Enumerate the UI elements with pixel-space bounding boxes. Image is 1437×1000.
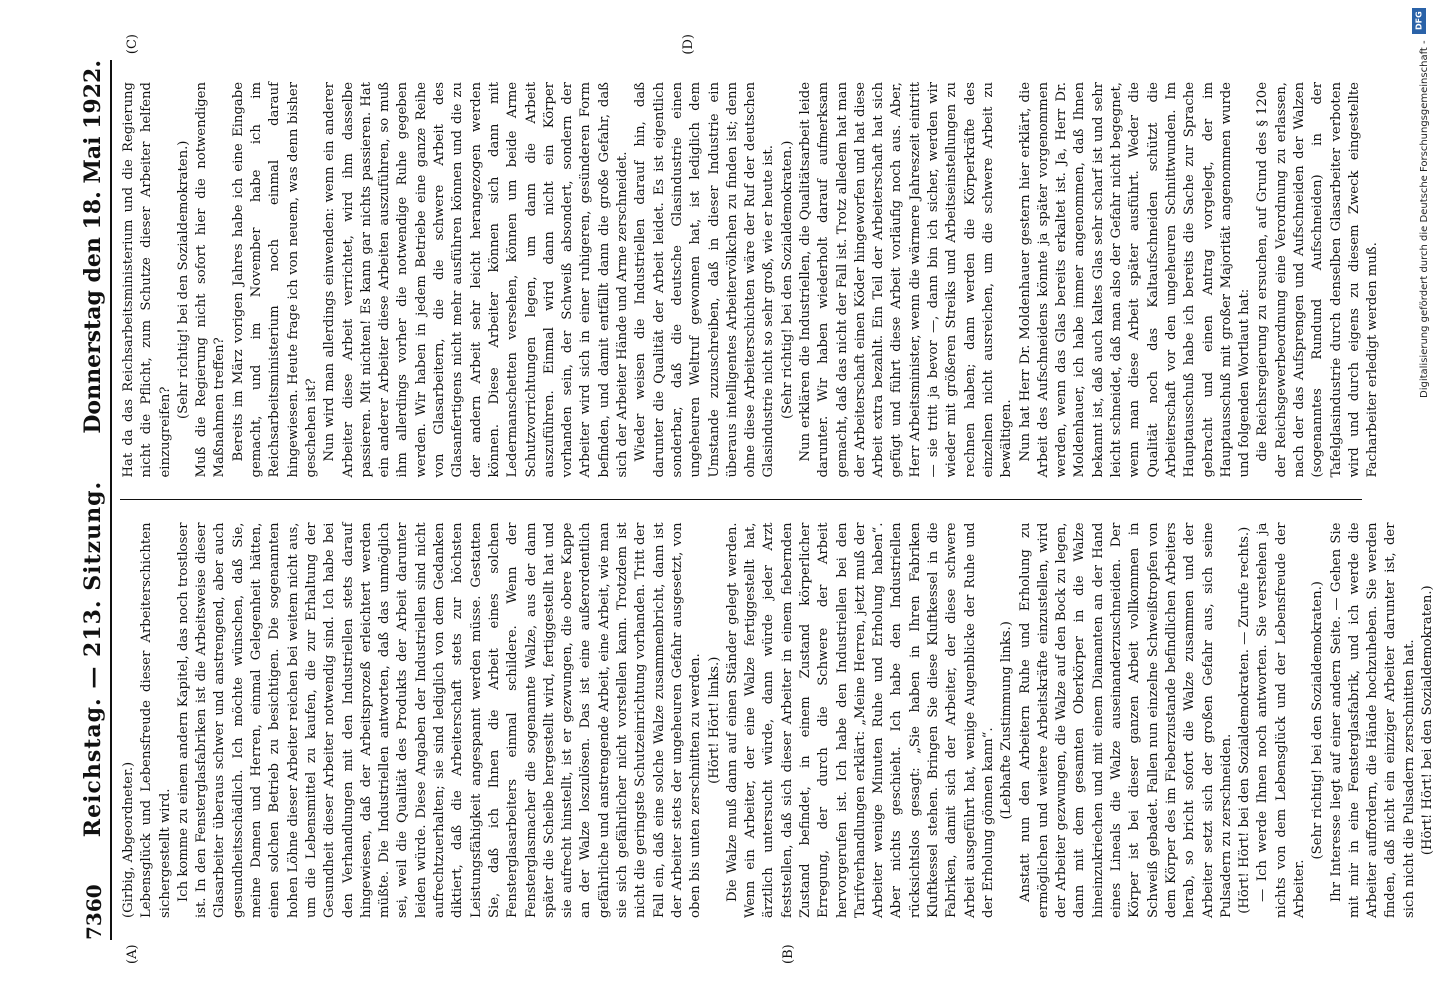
right-paragraph: Nun erklären die Industriellen, die Qualitätsarbeit leide darunter. Wir haben wiederholt darauf aufmerksam gemacht, daß das nicht der Fall ist. Trotz alledem hat man der Arbeiterschaft einen Köder hingeworfen und hat diese Arbeit extra bezahlt. Ein Teil der Arbeiterschaft hat sich gefügt und führt diese Arbeit vorläufig noch aus. Aber, Herr Arbeitsminister, wenn die wärmere Jahreszeit eintritt — sie tritt ja bevor —, dann bin ich sicher, werden wir wieder mit größeren Streiks und Arbeitseinstellungen zu rechnen haben; dann werden die Körperkräfte des einzelnen nicht ausreichen, um die schwere Arbeit zu bewältigen.	[797, 82, 1015, 478]
margin-mark-a: (A)	[125, 944, 140, 964]
page-header	[76, 60, 112, 940]
left-paragraph: Die Walze muß dann auf einen Ständer gelegt werden. Wenn ein Arbeiter, der eine Walze fertiggestellt hat, ärztlich untersucht würde, dann würde jeder Arzt feststellen, daß sich dieser Arbeiter in einem fiebernden Zustand befindet, in einem Zustand körperlicher Erregung, der durch die Schwere der Arbeit hervorgerufen ist. Ich habe den Industriellen bei den Tarifverhandlungen erklärt: „Meine Herren, jetzt muß der Arbeiter wenige Minuten Ruhe und Erholung haben“. Aber nichts geschieht. Ich habe den Industriellen rücksichtslos gesagt: „Sie haben in Ihren Fabriken Kluftkessel stehen. Bringen Sie diese Kluftkessel in die Fabriken, damit sich der Arbeiter, der diese schwere Arbeit ausgeführt hat, wenige Augenblicke der Ruhe und der Erholung gönnen kann“.	[724, 522, 996, 918]
left-paragraph: (Hört! Hört! links.)	[706, 656, 722, 784]
left-paragraph: (Girbig, Abgeordneter.)	[121, 761, 136, 918]
right-paragraph: Bereits im März vorigen Jahres habe ich eine Eingabe gemacht, und im November habe ich im Reichsarbeitsministerium noch einmal darauf hingewiesen. Heute frage ich von neuem, was denn bisher geschehen ist?	[230, 82, 319, 478]
digitization-sidebar	[1404, 0, 1434, 1000]
page-number: 7360	[82, 884, 106, 940]
right-paragraph: (Sehr richtig! bei den Sozialdemokraten.)	[779, 140, 795, 419]
left-paragraph: (Lebhafte Zustimmung links.)	[999, 621, 1015, 820]
digitization-note: Digitalisierung gefördert durch die Deutsche Forschungsgemeinschaft -	[1419, 40, 1430, 398]
left-paragraph: Lebensglück und Lebensfreude dieser Arbeiterschichten sichergestellt wird.	[139, 522, 173, 918]
right-paragraph: Hat da das Reichsarbeitsministerium und die Regierung nicht die Pflicht, zum Schutze dieser Arbeiter helfend einzugreifen?	[121, 82, 173, 478]
right-paragraph: Muß die Regierung nicht sofort hier die notwendigen Maßnahmen treffen?	[194, 82, 228, 478]
margin-mark-b: (B)	[781, 944, 796, 964]
left-paragraph: Ihr Interesse liegt auf einer andern Seite. — Gehen Sie mit mir in eine Fensterglasfabrik, und ich werde die Arbeiter auffordern, die Hände hochzuheben. Sie werden finden, daß nicht ein einziger Arbeiter darunter ist, der sich nicht die Pulsadern zerschnitten hat.	[1328, 522, 1417, 918]
margin-mark-d: (D)	[681, 34, 696, 55]
right-paragraph: (Sehr richtig! bei den Sozialdemokraten.)	[175, 140, 191, 419]
session-date: Donnerstag den 18. Mai 1922.	[80, 60, 106, 434]
right-paragraph: Nun hat Herr Dr. Moldenhauer gestern hier erklärt, die Arbeit des Aufschneidens könnte ja später vorgenommen werden, wenn das Glas bereits erkaltet ist. Ja, Herr Dr. Moldenhauer, ich habe immer angenommen, daß Ihnen bekannt ist, daß auch kaltes Glas sehr scharf ist und sehr leicht schneidet, daß man also der Gefahr nicht begegnet, wenn man diese Arbeit später ausführt. Weder die Qualität noch das Kaltaufschneiden schützt die Arbeiterschaft vor den ungeheuren Schnittwunden. Im Hauptausschuß habe ich bereits die Sache zur Sprache gebracht und einen Antrag vorgelegt, der im Hauptausschuß mit großer Majorität angenommen wurde und folgenden Wortlaut hat:	[1017, 82, 1253, 478]
left-paragraph: Anstatt nun den Arbeitern Ruhe und Erholung zu ermöglichen und weitere Arbeitskräfte einzustellen, wird der Arbeiter gezwungen, die Walze auf den Bock zu legen, dann mit dem gesamten Oberkörper in die Walze hineinzukriechen und mit einem Diamanten an der Hand eines Lineals die Walze auseinanderzuschneiden. Der Körper ist bei dieser ganzen Arbeit vollkommen in Schweiß gebadet. Fallen nun einzelne Schweißtropfen von dem Körper des im Fieberzustande befindlichen Arbeiters herab, so bricht sofort die Walze zusammen und der Arbeiter setzt sich der großen Gefahr aus, sich seine Pulsadern zu zerschneiden.	[1017, 522, 1234, 918]
left-paragraph: — Ich werde Ihnen noch antworten. Sie verstehen ja nichts von dem Lebensglück und der Lebensfreude der Arbeiter.	[1255, 522, 1307, 918]
margin-mark-c: (C)	[125, 34, 140, 55]
right-paragraph: Nun wird man allerdings einwenden: wenn ein anderer Arbeiter diese Arbeit verrichtet, wird ihm dasselbe passieren. Mit nichten! Es kann gar nichts passieren. Hat ein anderer Arbeiter diese Arbeiten auszuführen, so muß ihm allerdings vorher die notwendige Ruhe gegeben werden. Wir haben in jedem Betriebe eine ganze Reihe von Glasarbeitern, die die schwere Arbeit des Glasanfertigens nicht mehr ausführen können und die zu der andern Arbeit sehr leicht herangezogen werden können. Diese Arbeiter können sich dann mit Ledermanschetten versehen, können um beide Arme Schutzvorrichtungen legen, um dann die Arbeit auszuführen. Einmal wird dann nicht ein Körper vorhanden sein, der Schweiß absondert, sondern der Arbeiter wird sich in einer ruhigeren, gesünderen Form befinden, und damit entfällt dann die große Gefahr, daß sich der Arbeiter Hände und Arme zerschneidet.	[322, 82, 631, 478]
left-column	[120, 500, 1436, 964]
right-paragraph: Wieder weisen die Industriellen darauf hin, daß darunter die Qualität der Arbeit leidet. Es ist eigentlich sonderbar, daß die deutsche Glasindustrie einen ungeheuren Weltruf gewonnen hat, ist lediglich dem Umstande zuzuschreiben, daß in dieser Industrie ein überaus intelligentes Arbeitervölkchen zu finden ist; denn ohne diese Arbeiterschichten wäre der Ruf der deutschen Glasindustrie nicht so sehr groß, wie er heute ist.	[633, 82, 777, 478]
dfg-logo: DFG	[1412, 8, 1426, 34]
left-paragraph: Ich komme zu einem andern Kapitel, das noch trostloser ist. In den Fensterglasfabriken ist die Arbeitsweise dieser Glasarbeiter überaus schwer und anstrengend, aber auch gesundheitsschädlich. Ich möchte wünschen, daß Sie, meine Damen und Herren, einmal Gelegenheit hätten, einen solchen Betrieb zu besichtigen. Die sogenannten hohen Löhne dieser Arbeiter reichen bei weitem nicht aus, um die Lebensmittel zu kaufen, die zur Erhaltung der Gesundheit dieser Arbeiter notwendig sind. Ich habe bei den Verhandlungen mit den Industriellen stets darauf hingewiesen, daß der Arbeitsprozeß erleichtert werden müßte. Die Industriellen antworten, daß das unmöglich sei, weil die Qualität des Produkts der Arbeit darunter leiden würde. Diese Angaben der Industriellen sind nicht aufrechtzuerhalten; sie sind lediglich von dem Gedanken diktiert, daß die Arbeiterschaft stets zur höchsten Leistungsfähigkeit angespannt werden müsse. Gestatten Sie, daß ich Ihnen die Arbeit eines solchen Fensterglasarbeiters einmal schildere. Wenn der Fensterglasmacher die sogenannte Walze, aus der dann später die Scheibe hergestellt wird, fertiggestellt hat und sie aufrecht hinstellt, ist er gezwungen, die obere Kappe an der Walze loszulösen. Das ist eine außerordentlich gefährliche und anstrengende Arbeit, eine Arbeit, wie man sie sich gefährlicher nicht vorstellen kann. Trotzdem ist nicht die geringste Schutzeinrichtung vorhanden. Tritt der Fall ein, daß eine solche Walze zusammenbricht, dann ist der Arbeiter stets der ungeheuren Gefahr ausgesetzt, von oben bis unten zerschnitten zu werden.	[175, 522, 704, 918]
left-paragraph: (Hört! Hört! bei den Sozialdemokraten.)	[1420, 585, 1436, 856]
right-paragraph: die Reichsregierung zu ersuchen, auf Grund des § 120e der Reichsgewerbeordnung eine Verordnung zu erlassen, nach der das Aufsprengen und Aufschneiden der Walzen (sogenanntes Rundund Aufschneiden) in der Tafelglasindustrie durch denselben Glasarbeiter verboten wird und durch eigens zu diesem Zweck eingestellte Facharbeiter erledigt werden muß.	[1255, 82, 1381, 478]
right-column	[120, 34, 1381, 500]
session-title: Reichstag. — 213. Sitzung.	[80, 480, 106, 838]
left-paragraph: (Sehr richtig! bei den Sozialdemokraten.)	[1310, 581, 1326, 860]
left-paragraph: (Hört! Hört! bei den Sozialdemokraten. — Zurufe rechts.)	[1237, 526, 1253, 914]
